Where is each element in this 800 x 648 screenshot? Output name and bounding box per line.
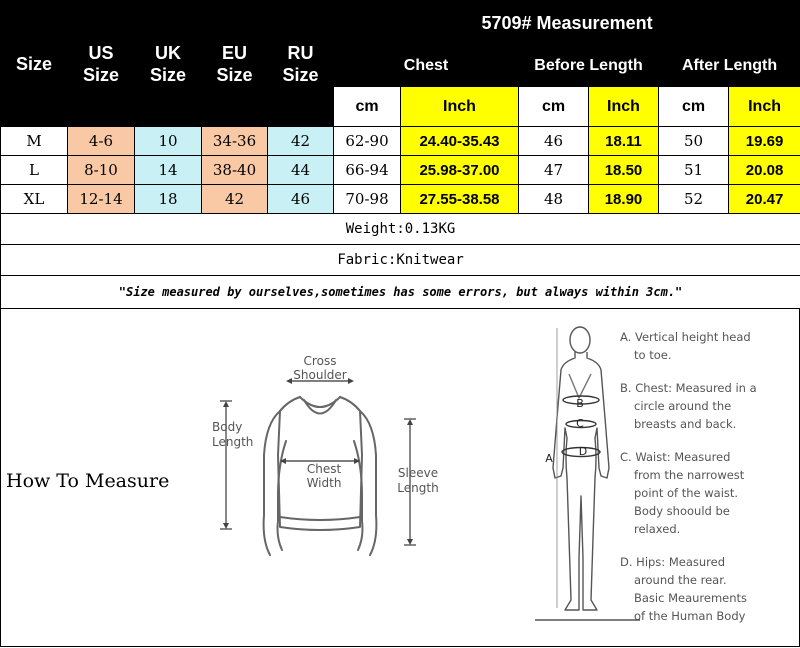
cell-after-inch: 20.47 — [729, 185, 800, 214]
header-chest-inch: Inch — [401, 87, 519, 127]
header-before-inch: Inch — [589, 87, 659, 127]
header-ru-size: RU Size — [268, 1, 334, 127]
cell-size: L — [1, 156, 68, 185]
cross-shoulder-label-2: Shoulder — [293, 368, 347, 382]
cell-chest-inch: 24.40-35.43 — [401, 127, 519, 156]
cell-before-inch: 18.11 — [589, 127, 659, 156]
cell-uk: 18 — [135, 185, 202, 214]
body-length-label-2: Length — [212, 435, 254, 449]
fabric-info: Fabric:Knitwear — [1, 245, 800, 276]
header-after-length: After Length — [659, 45, 800, 87]
marker-a: A — [545, 452, 553, 465]
header-size: Size — [1, 1, 68, 127]
note-c-line-1: C. Waist: Measured — [620, 450, 731, 464]
note-a-line-1: A. Vertical height head — [620, 330, 751, 344]
cell-ru: 44 — [268, 156, 334, 185]
note-b-line-3: breasts and back. — [634, 417, 737, 431]
header-chest-cm: cm — [334, 87, 401, 127]
header-before-cm: cm — [519, 87, 589, 127]
cell-us: 12-14 — [68, 185, 135, 214]
cell-ru: 42 — [268, 127, 334, 156]
cell-us: 8-10 — [68, 156, 135, 185]
cell-before-inch: 18.50 — [589, 156, 659, 185]
cell-uk: 10 — [135, 127, 202, 156]
cell-after-cm: 51 — [659, 156, 729, 185]
cell-before-cm: 46 — [519, 127, 589, 156]
header-before-length: Before Length — [519, 45, 659, 87]
cross-shoulder-label-1: Cross — [303, 354, 337, 368]
cell-size: M — [1, 127, 68, 156]
header-chest: Chest — [334, 45, 519, 87]
header-us-size: US Size — [68, 1, 135, 127]
sleeve-length-label-2: Length — [397, 481, 439, 495]
cell-before-cm: 48 — [519, 185, 589, 214]
note-b-line-2: circle around the — [634, 399, 732, 413]
note-d-line-4: of the Human Body — [634, 609, 746, 623]
cell-size: XL — [1, 185, 68, 214]
body-length-label-1: Body — [212, 420, 243, 434]
header-eu-size: EU Size — [202, 1, 268, 127]
chest-width-label-1: Chest — [306, 462, 342, 476]
cell-chest-cm: 62-90 — [334, 127, 401, 156]
table-row — [1, 185, 800, 214]
header-after-cm: cm — [659, 87, 729, 127]
cell-ru: 46 — [268, 185, 334, 214]
cell-after-inch: 19.69 — [729, 127, 800, 156]
note-c-line-4: Body shoould be — [634, 504, 730, 518]
table-row — [1, 127, 800, 156]
header-after-inch: Inch — [729, 87, 800, 127]
measurement-note: "Size measured by ourselves,sometimes has some errors, but always within 3cm." — [1, 276, 800, 309]
cell-eu: 34-36 — [202, 127, 268, 156]
weight-info: Weight:0.13KG — [1, 214, 800, 245]
cell-chest-cm: 66-94 — [334, 156, 401, 185]
cell-after-cm: 52 — [659, 185, 729, 214]
sweater-diagram-icon — [200, 345, 450, 565]
cell-chest-inch: 27.55-38.58 — [401, 185, 519, 214]
cell-uk: 14 — [135, 156, 202, 185]
how-to-measure-label: How To Measure — [6, 470, 170, 492]
cell-before-cm: 47 — [519, 156, 589, 185]
cell-after-inch: 20.08 — [729, 156, 800, 185]
marker-c: C — [576, 417, 584, 430]
note-c-line-5: relaxed. — [634, 522, 681, 536]
cell-after-cm: 50 — [659, 127, 729, 156]
table-row — [1, 156, 800, 185]
note-c-line-3: point of the waist. — [634, 486, 739, 500]
size-chart-table — [0, 0, 800, 309]
sleeve-length-label-1: Sleeve — [397, 466, 439, 480]
marker-b: B — [576, 397, 584, 410]
cell-chest-inch: 25.98-37.00 — [401, 156, 519, 185]
note-a-line-2: to toe. — [634, 348, 672, 362]
cell-eu: 38-40 — [202, 156, 268, 185]
header-uk-size: UK Size — [135, 1, 202, 127]
note-d-line-3: Basic Meaurements — [634, 591, 748, 605]
note-d-line-1: D. Hips: Measured — [620, 555, 726, 569]
note-c-line-2: from the narrowest — [634, 468, 745, 482]
cell-eu: 42 — [202, 185, 268, 214]
cell-chest-cm: 70-98 — [334, 185, 401, 214]
cell-us: 4-6 — [68, 127, 135, 156]
note-b-line-1: B. Chest: Measured in a — [620, 381, 757, 395]
marker-d: D — [578, 445, 588, 458]
body-measurement-notes — [615, 325, 795, 625]
chest-width-label-2: Width — [306, 476, 342, 490]
table-title: 5709# Measurement — [334, 1, 800, 45]
cell-before-inch: 18.90 — [589, 185, 659, 214]
note-d-line-2: around the rear. — [634, 573, 727, 587]
